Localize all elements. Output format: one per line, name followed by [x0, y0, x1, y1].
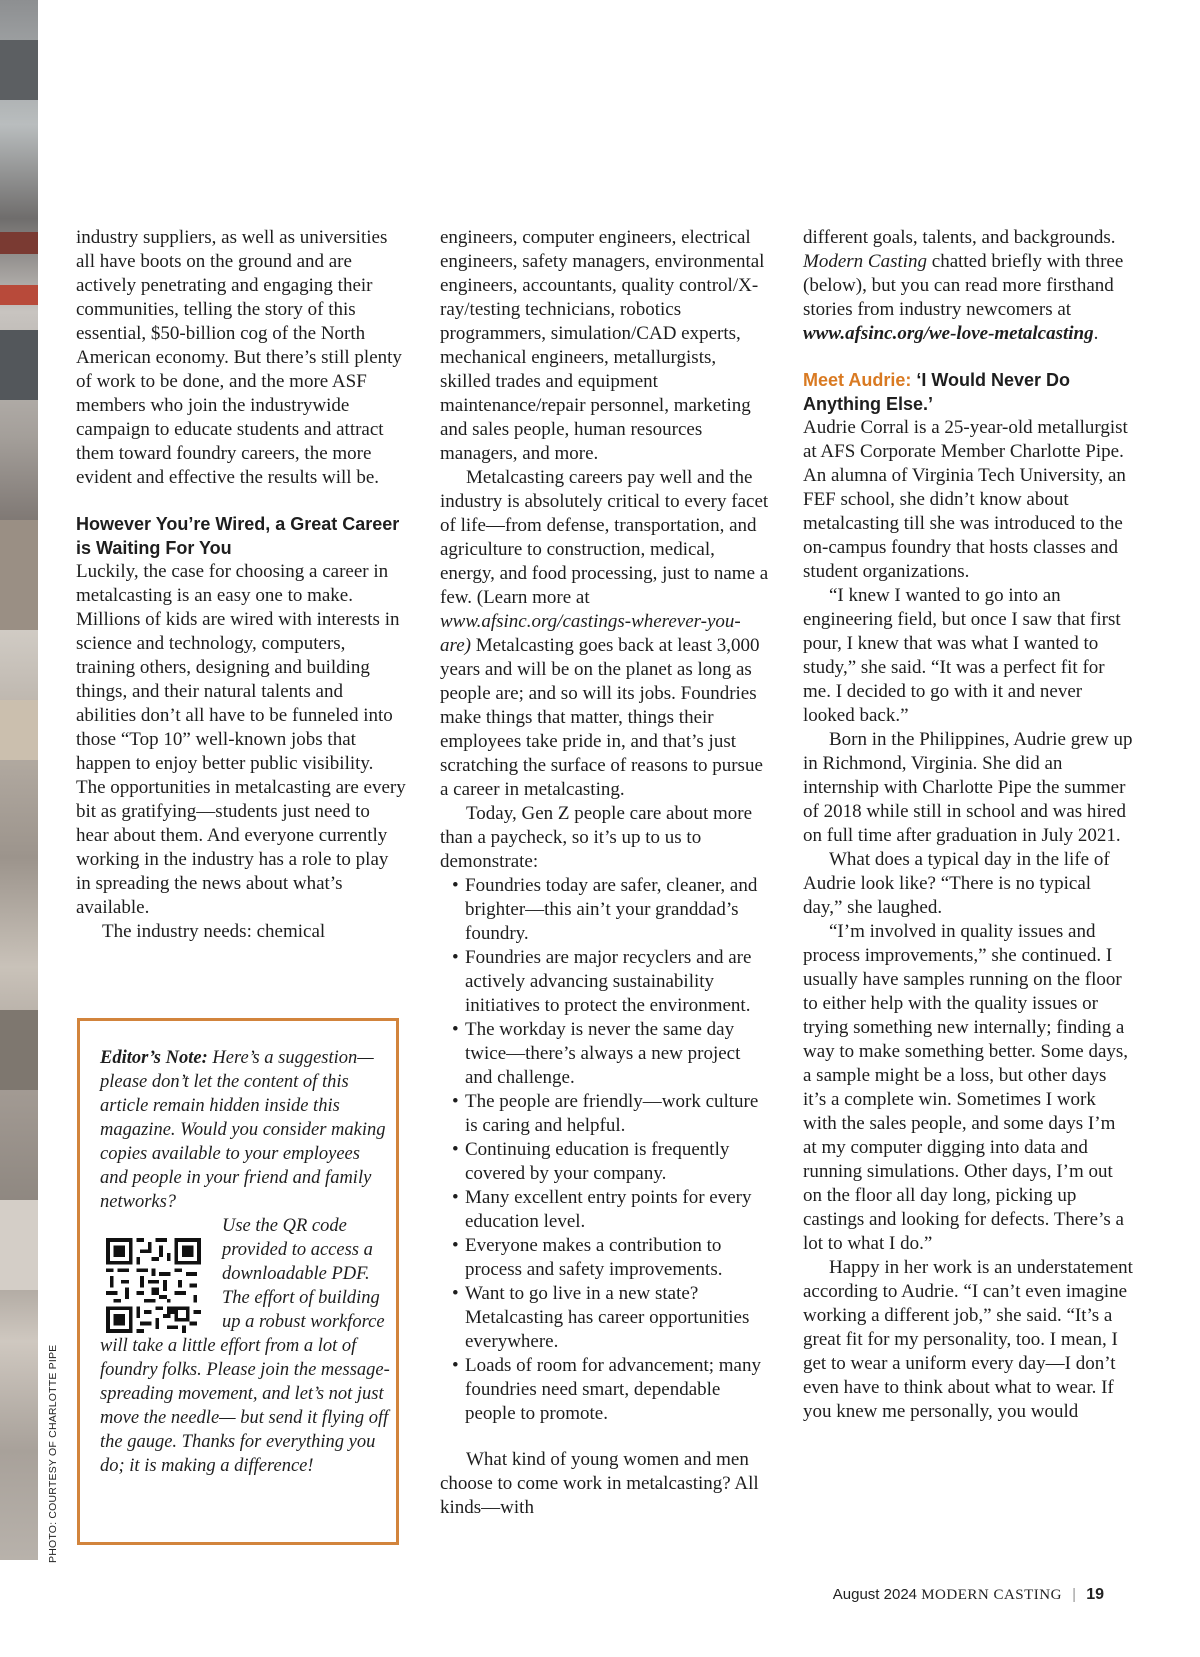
- paragraph: [440, 466, 770, 802]
- list-item: • Foundries today are safer, cleaner, and brighter––this ain’t your granddad’s foundry.: [452, 874, 770, 946]
- list-item: • Continuing education is frequently covered by your company.: [452, 1138, 770, 1186]
- paragraph: “I’m involved in quality issues and process improvements,” she continued. I usually have samples running on the floor to either help with the quality issues or trying something new internally; finding a way to make something better. Some days, a sample might be a loss, but other days it’s a complete win. Sometimes I work with the sales people, and some days I’m at my computer digging into data and running simulations. Other days, I’m out on the floor all day long, picking up castings and looking for defects. There’s a lot to what I do.”: [803, 921, 1129, 1254]
- paragraph-text: chatted briefly with three (below), but you can read more firsthand stories from industry newcomers at: [803, 251, 1124, 320]
- paragraph: Audrie Corral is a 25-year-old metallurgist at AFS Corporate Member Charlotte Pipe. An alumna of Virginia Tech University, an FEF school, she didn’t know about metalcasting till she was introduced to the on-campus foundry that hosts classes and student organizations.: [803, 417, 1128, 582]
- heading-accent: Meet Audrie:: [803, 370, 912, 390]
- editors-note-label: Editor’s Note:: [100, 1048, 208, 1068]
- footer-separator: |: [1072, 1586, 1077, 1603]
- list-item: • Want to go live in a new state? Metalcasting has career opportunities everywhere.: [452, 1282, 770, 1354]
- section-heading: However You’re Wired, a Great Career is Waiting For You: [76, 514, 400, 558]
- list-item: • Foundries are major recyclers and are actively advancing sustainability initiatives to protect the environment.: [452, 946, 770, 1018]
- list-item: • The people are friendly––work culture is caring and helpful.: [452, 1090, 770, 1138]
- paragraph: industry suppliers, as well as universities all have boots on the ground and are actively penetrating and engaging their communities, telling the story of this essential, $50-billion cog of the North American economy. But there’s still plenty of work to be done, and the more ASF members who join the industrywide campaign to educate students and attract them toward foundry careers, the more evident and effective the results will be.: [76, 227, 402, 488]
- paragraph: Luckily, the case for choosing a career in metalcasting is an easy one to make. Millions of kids are wired with interests in science and technology, computers, training others, designing and building things, and their natural talents and abilities don’t all have to be funneled into those “Top 10” well-known jobs that happen to enjoy better public visibility. The opportunities in metalcasting are every bit as gratifying––students just need to hear about them. And everyone currently working in the industry has a role to play in spreading the news about what’s available.: [76, 561, 406, 918]
- photo-credit: PHOTO: COURTESY OF CHARLOTTE PIPE: [47, 1344, 59, 1563]
- paragraph-text: Metalcasting careers pay well and the industry is absolutely critical to every facet of life—from defense, transportation, and agriculture to construction, medical, energy, and food processing, just to name a few. (Learn more at: [440, 467, 769, 608]
- magazine-title: MODERN CASTING: [921, 1587, 1062, 1603]
- benefits-list: [440, 874, 770, 1426]
- editors-note-text: will take a little effort from a lot of foundry folks. Please join the message-spreading movement, and let’s not just move the needle— but send it flying off the gauge. Thanks for everything you do; it is making a difference!: [100, 1336, 390, 1476]
- paragraph-text: Metalcasting goes back at least 3,000 years and will be on the planet as long as people are; and so will its jobs. Foundries make things that matter, things their employees take pride in, and that’s just scratching the surface of reasons to pursue a career in metalcasting.: [440, 635, 763, 800]
- column-1: [76, 226, 406, 944]
- photo-edge: [0, 0, 38, 1560]
- paragraph: engineers, computer engineers, electrical engineers, safety managers, environmental engineers, accountants, quality control/X-ray/testing technicians, robotics programmers, simulation/CAD experts, mechanical engineers, metallurgists, skilled trades and equipment maintenance/repair personnel, marketing and sales people, human resources managers, and more.: [440, 227, 765, 464]
- paragraph: What does a typical day in the life of Audrie look like? “There is no typical day,” she laughed.: [803, 849, 1110, 918]
- paragraph: Today, Gen Z people care about more than a paycheck, so it’s up to us to demonstrate:: [440, 803, 753, 872]
- list-item: • The workday is never the same day twice––there’s always a new project and challenge.: [452, 1018, 770, 1090]
- section-heading: [803, 368, 1133, 416]
- page-number: 19: [1086, 1586, 1104, 1603]
- column-2: [440, 226, 770, 1520]
- castings-wherever-link[interactable]: www.afsinc.org/castings-wherever-you-are): [440, 611, 741, 656]
- editors-note-text: Here’s a suggestion—please don’t let the content of this article remain hidden inside this magazine. Would you consider making copies available to your employees and people in your friend and family networks?: [100, 1048, 386, 1212]
- column-3: [803, 226, 1133, 1424]
- paragraph-text: different goals, talents, and backgrounds.: [803, 227, 1116, 248]
- paragraph: “I knew I wanted to go into an engineering field, but once I saw that first pour, I knew that was what I wanted to study,” she said. “It was a perfect fit for me. I decided to go with it and never looked back.”: [803, 585, 1121, 726]
- paragraph: Happy in her work is an understatement according to Audrie. “I can’t even imagine working a different job,” she said. “It’s a great fit for my personality, too. I mean, I get to wear a uniform every day—I don’t even have to think about what to wear. If you knew me personally, you would: [803, 1257, 1133, 1422]
- paragraph-text: .: [1093, 323, 1099, 344]
- paragraph: Born in the Philippines, Audrie grew up in Richmond, Virginia. She did an internship with Charlotte Pipe the summer of 2018 while still in school and was hired on full time after graduation in July 2021.: [803, 729, 1133, 846]
- list-item: • Loads of room for advancement; many foundries need smart, dependable people to promote.: [452, 1354, 770, 1426]
- magazine-name: Modern Casting: [803, 251, 928, 272]
- page-footer: [833, 1586, 1104, 1604]
- qr-code-icon[interactable]: [106, 1238, 201, 1333]
- editors-note-text: Use the QR code provided to access a downloadable PDF. The effort of building up a robust workforce: [222, 1216, 385, 1332]
- paragraph: The industry needs: chemical: [102, 921, 326, 942]
- list-item: • Everyone makes a contribution to process and safety improvements.: [452, 1234, 770, 1282]
- paragraph: What kind of young women and men choose to come work in metalcasting? All kinds––with: [440, 1449, 759, 1518]
- heading-text: ‘I Would Never Do Anything Else.’: [803, 370, 1071, 414]
- we-love-metalcasting-link[interactable]: www.afsinc.org/we-love-metalcasting: [803, 323, 1094, 344]
- issue-date: August 2024: [832, 1586, 918, 1603]
- paragraph: [803, 226, 1133, 346]
- list-item: • Many excellent entry points for every education level.: [452, 1186, 770, 1234]
